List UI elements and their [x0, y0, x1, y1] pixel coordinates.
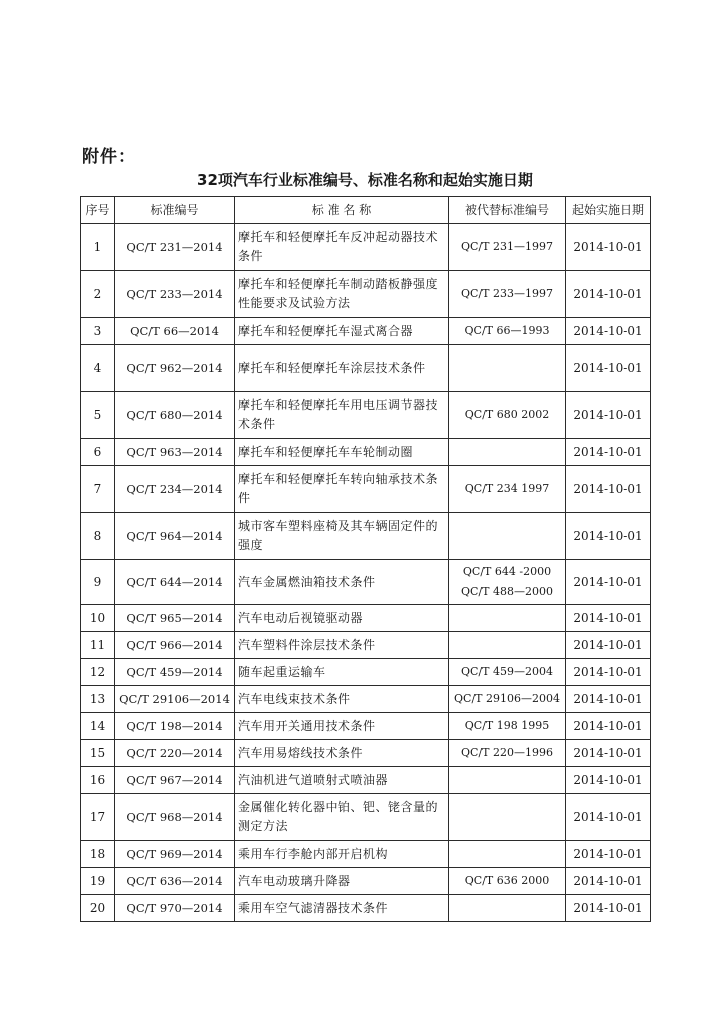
table-row: [81, 605, 651, 632]
attachment-label: 附件：: [82, 147, 136, 167]
row-seq: 20: [81, 895, 115, 922]
row-implementation-date: 2014-10-01: [566, 713, 651, 740]
replaced-code: QC/T 636 2000: [464, 874, 550, 887]
row-standard-code: QC/T 234—2014: [115, 466, 235, 513]
row-standard-code: QC/T 198—2014: [115, 713, 235, 740]
row-seq: 7: [81, 466, 115, 513]
replaced-code: QC/T 234 1997: [464, 482, 550, 495]
row-seq: 3: [81, 318, 115, 345]
row-replaced-codes: [449, 224, 566, 271]
replaced-code: QC/T 680 2002: [464, 408, 550, 421]
table-row: [81, 659, 651, 686]
table-row: [81, 895, 651, 922]
row-implementation-date: 2014-10-01: [566, 271, 651, 318]
row-replaced-codes: [449, 713, 566, 740]
row-implementation-date: 2014-10-01: [566, 895, 651, 922]
row-replaced-codes: [449, 895, 566, 922]
row-seq: 18: [81, 841, 115, 868]
row-replaced-codes: [449, 686, 566, 713]
header-seq: 序号: [81, 197, 115, 224]
table-row: [81, 513, 651, 560]
row-implementation-date: 2014-10-01: [566, 794, 651, 841]
table-row: [81, 345, 651, 392]
row-seq: 4: [81, 345, 115, 392]
header-replaced: 被代替标准编号: [449, 197, 566, 224]
row-replaced-codes: [449, 868, 566, 895]
table-row: [81, 439, 651, 466]
row-standard-name: 汽车电动玻璃升降器: [235, 868, 449, 895]
row-replaced-codes: [449, 466, 566, 513]
row-replaced-codes: [449, 560, 566, 605]
replaced-code: QC/T 488—2000: [461, 585, 553, 598]
table-row: [81, 740, 651, 767]
replaced-code: QC/T 220—1996: [461, 746, 553, 759]
header-name: 标 准 名 称: [235, 197, 449, 224]
row-implementation-date: 2014-10-01: [566, 345, 651, 392]
row-standard-name: 汽车用开关通用技术条件: [235, 713, 449, 740]
row-implementation-date: 2014-10-01: [566, 841, 651, 868]
row-standard-code: QC/T 970—2014: [115, 895, 235, 922]
row-standard-code: QC/T 220—2014: [115, 740, 235, 767]
row-standard-name: 汽车用易熔线技术条件: [235, 740, 449, 767]
row-implementation-date: 2014-10-01: [566, 632, 651, 659]
row-seq: 15: [81, 740, 115, 767]
table-row: [81, 686, 651, 713]
document-title: 32项汽车行业标准编号、标准名称和起始实施日期: [197, 171, 533, 189]
row-implementation-date: 2014-10-01: [566, 740, 651, 767]
row-standard-code: QC/T 644—2014: [115, 560, 235, 605]
row-standard-name: 摩托车和轻便摩托车用电压调节器技术条件: [235, 392, 449, 439]
row-replaced-codes: [449, 794, 566, 841]
row-seq: 14: [81, 713, 115, 740]
row-seq: 9: [81, 560, 115, 605]
row-standard-name: 摩托车和轻便摩托车湿式离合器: [235, 318, 449, 345]
row-seq: 19: [81, 868, 115, 895]
table-row: [81, 767, 651, 794]
row-replaced-codes: [449, 841, 566, 868]
row-standard-name: 汽车电线束技术条件: [235, 686, 449, 713]
table-row: [81, 392, 651, 439]
row-standard-name: 随车起重运输车: [235, 659, 449, 686]
row-replaced-codes: [449, 439, 566, 466]
row-seq: 12: [81, 659, 115, 686]
row-standard-code: QC/T 966—2014: [115, 632, 235, 659]
replaced-code: QC/T 198 1995: [464, 719, 550, 732]
row-implementation-date: 2014-10-01: [566, 318, 651, 345]
row-implementation-date: 2014-10-01: [566, 224, 651, 271]
row-seq: 13: [81, 686, 115, 713]
row-seq: 2: [81, 271, 115, 318]
table-row: [81, 713, 651, 740]
replaced-code: QC/T 231—1997: [461, 240, 553, 253]
row-implementation-date: 2014-10-01: [566, 466, 651, 513]
row-seq: 1: [81, 224, 115, 271]
row-standard-code: QC/T 969—2014: [115, 841, 235, 868]
replaced-code: QC/T 644 -2000: [462, 565, 552, 578]
row-standard-name: 汽车金属燃油箱技术条件: [235, 560, 449, 605]
row-seq: 5: [81, 392, 115, 439]
table-row: [81, 868, 651, 895]
row-replaced-codes: [449, 740, 566, 767]
row-standard-code: QC/T 968—2014: [115, 794, 235, 841]
header-code: 标准编号: [115, 197, 235, 224]
table-row: [81, 224, 651, 271]
row-replaced-codes: [449, 632, 566, 659]
row-standard-code: QC/T 29106—2014: [115, 686, 235, 713]
row-standard-name: 汽油机进气道喷射式喷油器: [235, 767, 449, 794]
row-standard-code: QC/T 965—2014: [115, 605, 235, 632]
row-seq: 11: [81, 632, 115, 659]
row-seq: 8: [81, 513, 115, 560]
table-row: [81, 466, 651, 513]
table-row: [81, 318, 651, 345]
replaced-code: QC/T 233—1997: [461, 287, 553, 300]
row-standard-name: 汽车电动后视镜驱动器: [235, 605, 449, 632]
table-header-row: [81, 197, 651, 224]
row-standard-code: QC/T 964—2014: [115, 513, 235, 560]
row-replaced-codes: [449, 271, 566, 318]
row-seq: 17: [81, 794, 115, 841]
row-standard-name: 摩托车和轻便摩托车制动踏板静强度性能要求及试验方法: [235, 271, 449, 318]
row-implementation-date: 2014-10-01: [566, 659, 651, 686]
row-standard-name: 摩托车和轻便摩托车反冲起动器技术条件: [235, 224, 449, 271]
row-implementation-date: 2014-10-01: [566, 560, 651, 605]
row-seq: 6: [81, 439, 115, 466]
row-replaced-codes: [449, 513, 566, 560]
header-date: 起始实施日期: [566, 197, 651, 224]
table-row: [81, 271, 651, 318]
row-standard-name: 摩托车和轻便摩托车转向轴承技术条件: [235, 466, 449, 513]
row-implementation-date: 2014-10-01: [566, 513, 651, 560]
row-seq: 10: [81, 605, 115, 632]
table-row: [81, 794, 651, 841]
table-row: [81, 841, 651, 868]
row-standard-name: 乘用车空气滤清器技术条件: [235, 895, 449, 922]
row-seq: 16: [81, 767, 115, 794]
row-standard-code: QC/T 66—2014: [115, 318, 235, 345]
row-standard-code: QC/T 231—2014: [115, 224, 235, 271]
row-replaced-codes: [449, 392, 566, 439]
row-standard-name: 摩托车和轻便摩托车涂层技术条件: [235, 345, 449, 392]
row-standard-code: QC/T 962—2014: [115, 345, 235, 392]
replaced-code: QC/T 66—1993: [464, 324, 550, 337]
row-implementation-date: 2014-10-01: [566, 868, 651, 895]
row-standard-code: QC/T 636—2014: [115, 868, 235, 895]
replaced-code: QC/T 29106—2004: [454, 692, 560, 705]
row-implementation-date: 2014-10-01: [566, 439, 651, 466]
row-replaced-codes: [449, 659, 566, 686]
row-replaced-codes: [449, 318, 566, 345]
row-standard-code: QC/T 233—2014: [115, 271, 235, 318]
standards-table: [80, 196, 651, 922]
row-standard-name: 城市客车塑料座椅及其车辆固定件的强度: [235, 513, 449, 560]
row-standard-name: 金属催化转化器中铂、钯、铑含量的测定方法: [235, 794, 449, 841]
row-standard-code: QC/T 459—2014: [115, 659, 235, 686]
row-replaced-codes: [449, 767, 566, 794]
row-replaced-codes: [449, 345, 566, 392]
row-implementation-date: 2014-10-01: [566, 767, 651, 794]
row-standard-name: 乘用车行李舱内部开启机构: [235, 841, 449, 868]
row-standard-name: 汽车塑料件涂层技术条件: [235, 632, 449, 659]
row-standard-code: QC/T 963—2014: [115, 439, 235, 466]
row-replaced-codes: [449, 605, 566, 632]
row-standard-code: QC/T 680—2014: [115, 392, 235, 439]
table-row: [81, 560, 651, 605]
row-implementation-date: 2014-10-01: [566, 392, 651, 439]
row-standard-name: 摩托车和轻便摩托车车轮制动圈: [235, 439, 449, 466]
table-body: [81, 224, 651, 922]
row-implementation-date: 2014-10-01: [566, 686, 651, 713]
row-standard-code: QC/T 967—2014: [115, 767, 235, 794]
row-implementation-date: 2014-10-01: [566, 605, 651, 632]
table-row: [81, 632, 651, 659]
replaced-code: QC/T 459—2004: [461, 665, 553, 678]
